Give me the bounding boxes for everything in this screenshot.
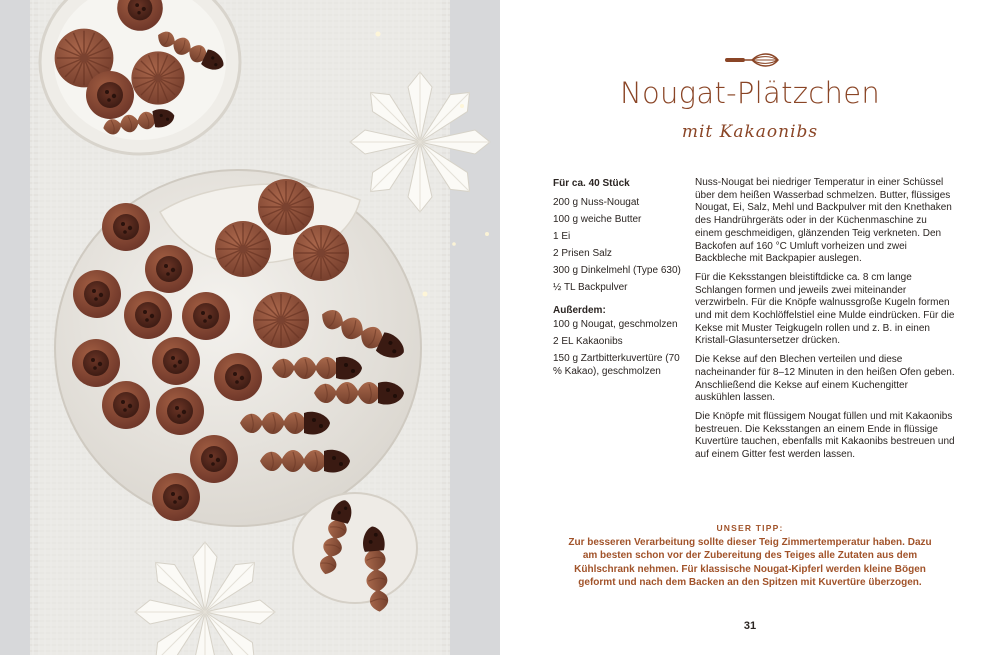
paper-star-top: [350, 72, 490, 212]
ingredient-list: [553, 177, 688, 382]
yield-heading: Für ca. 40 Stück: [553, 178, 630, 189]
ingredient-item: ½ TL Backpulver: [553, 282, 628, 293]
tip-label: UNSER TIPP:: [716, 523, 784, 533]
tip-box: [560, 522, 940, 590]
tip-text: Zur besseren Verarbeitung sollte dieser Teig Zimmertemperatur haben. Dazu am besten schon vor der Zubereitung des Teiges alle Zutaten aus dem Kühlschrank nehmen. Für klassische Nougat-Kipferl werden kleine Bögen geformt und nach dem Backen an den Spitzen mit Kuvertüre überzogen.: [568, 536, 932, 589]
recipe-subtitle: mit Kakaonibs: [681, 122, 819, 142]
recipe-page: [500, 0, 1000, 655]
ingredient-item: 200 g Nuss-Nougat: [553, 197, 640, 208]
ingredient-item: 100 g weiche Butter: [553, 214, 642, 225]
method-paragraph: Die Kekse auf den Blechen verteilen und diese nacheinander für 8–12 Minuten in den heißen Ofen geben. Anschließend die Kekse auf einem Kuchengitter auskühlen lassen.: [695, 354, 955, 404]
extra-ingredient-item: 2 EL Kakaonibs: [553, 336, 623, 347]
method-paragraph: Für die Keksstangen bleistiftdicke ca. 8 cm lange Schlangen formen und jeweils zwei miteinander verzwirbeln. Für die Knöpfe walnussgroße Kugeln formen und mit dem Kochlöffelstiel eine Mulde eindrücken. Für die Kekse mit Muster Teigkugeln rollen und z. B. in einen Kristall-Glasuntersetzer drücken.: [695, 271, 955, 347]
method-paragraph: Die Knöpfe mit flüssigem Nougat füllen und mit Kakaonibs bestreuen. Die Keksstangen an einem Ende in flüssige Kuvertüre tauchen, ebenfalls mit Kakaonibs bestreuen und auf einem Gitter fest werden lassen.: [695, 410, 955, 461]
whisk-icon: [724, 50, 780, 70]
ingredient-item: 2 Prisen Salz: [553, 248, 612, 259]
extras-heading: Außerdem:: [553, 305, 606, 316]
extra-ingredient-item: 150 g Zartbitterkuvertüre (70 % Kakao), geschmolzen: [553, 353, 680, 377]
method-paragraph: Nuss-Nougat bei niedriger Temperatur in einer Schüssel über dem heißen Wasserbad schmelzen. Butter, flüssiges Nougat, Ei, Salz, Mehl und Backpulver mit den Knethaken des Handrührgeräts oder in der Küchenmaschine zu einem geschmeidigen, glänzenden Teig verkneten. Den Backofen auf 160 °C Umluft vorheizen und zwei Backbleche mit Backpapier auslegen.: [695, 177, 952, 265]
method-steps: [695, 177, 955, 468]
ingredient-item: 300 g Dinkelmehl (Type 630): [553, 265, 681, 276]
ingredient-item: 1 Ei: [553, 231, 571, 242]
page-number: 31: [743, 620, 757, 632]
extra-ingredient-item: 100 g Nougat, geschmolzen: [553, 319, 678, 330]
recipe-title: Nougat-Plätzchen: [619, 76, 881, 110]
